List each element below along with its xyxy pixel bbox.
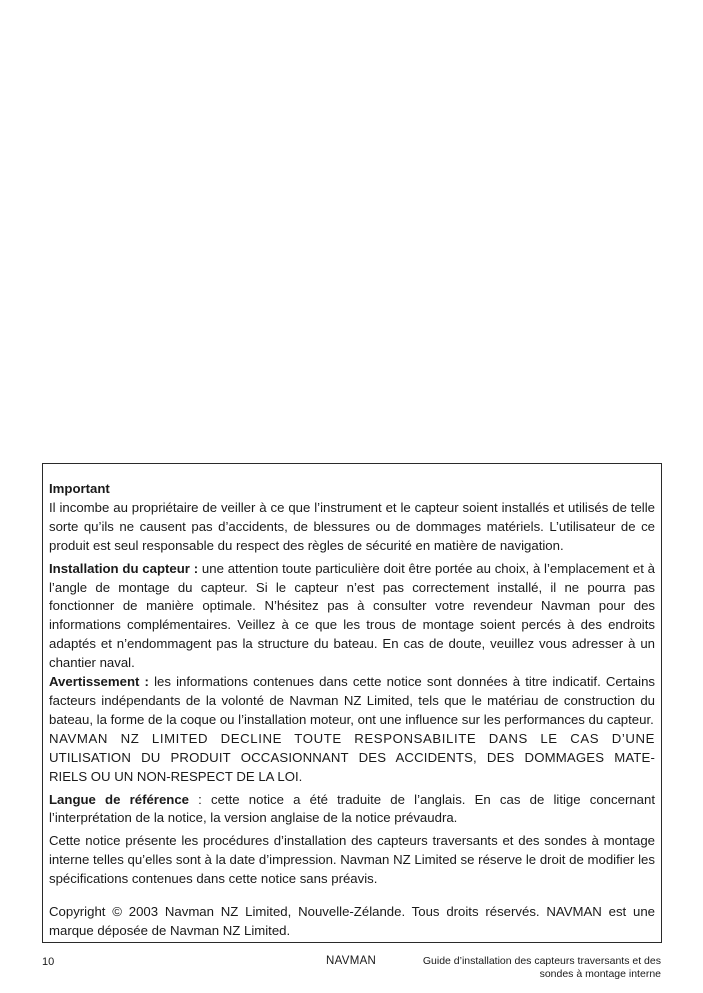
warning-section [49, 673, 655, 730]
page-number: 10 [42, 956, 55, 968]
disclaimer-line-3: RIELS OU UN NON-RESPECT DE LA LOI. [49, 768, 303, 784]
copyright-section [49, 903, 655, 941]
disclaimer-line-2: UTILISATION DU PRODUIT OCCASIONNANT DES ACCIDENTS, DES DOMMAGES MATE- [49, 749, 655, 765]
important-text: Il incombe au propriétaire de veiller à ce que l’instrument et le capteur soient installés et utilisés de telle sorte qu’ils ne causent pas d’accidents, de blessures ou de dommages matériels. L’utilisateur de ce produit est seul responsable du respect des règles de sécurité en matière de navigation. [49, 499, 655, 553]
warning-text: les informations contenues dans cette notice sont données à titre indicatif. Certains facteurs indépendants de la volonté de Navman NZ Limited, tels que le matériau de construction du bateau, la forme de la coque ou l’installation moteur, ont une influence sur les performances du capteur. [49, 674, 655, 727]
copyright-text: Copyright © 2003 Navman NZ Limited, Nouvelle-Zélande. Tous droits réservés. NAVMAN est une marque déposée de Navman NZ Limited. [49, 904, 655, 938]
procedures-section [49, 832, 655, 889]
language-text: : cette notice a été traduite de l’anglais. En cas de litige concernant l’interprétation de la notice, la version anglaise de la notice prévaudra. [49, 791, 655, 826]
important-heading: Important [49, 481, 110, 496]
installation-label: Installation du capteur : [49, 560, 199, 576]
language-section [49, 791, 655, 829]
disclaimer-section [49, 730, 655, 787]
footer-title-line-2: sondes à montage interne [539, 968, 661, 980]
procedures-text: Cette notice présente les procédures d’installation des capteurs traversants et des sondes à montage interne telles qu’elles sont à la date d’impression. Navman NZ Limited se réserve le droit de modifier les spécifications contenues dans cette notice sans préavis. [49, 833, 655, 887]
footer-document-title [401, 955, 661, 981]
notice-box [42, 463, 662, 943]
installation-text: une attention toute particulière doit être portée au choix, à l’emplacement et à l’angle de montage du capteur. Si le capteur n’est pas correctement installé, il ne pourra pas fonctionner de manière optimale. N’hésitez pas à consulter votre revendeur Navman pour des informations complémentaires. Veillez à ce que les trous de montage soient percés à des endroits adaptés et n’endommagent pas la structure du bateau. En cas de doute, veuillez vous adresser à un chantier naval. [49, 560, 655, 671]
disclaimer-line-1: NAVMAN NZ LIMITED DECLINE TOUTE RESPONSABILITE DANS LE CAS D’UNE [49, 730, 655, 746]
language-label: Langue de référence [49, 791, 190, 807]
installation-section [49, 560, 655, 673]
important-section [49, 480, 655, 556]
footer-title-line-1: Guide d’installation des capteurs traversants et des [422, 955, 661, 967]
footer-brand: NAVMAN [326, 955, 377, 967]
warning-label: Avertissement : [49, 674, 149, 690]
